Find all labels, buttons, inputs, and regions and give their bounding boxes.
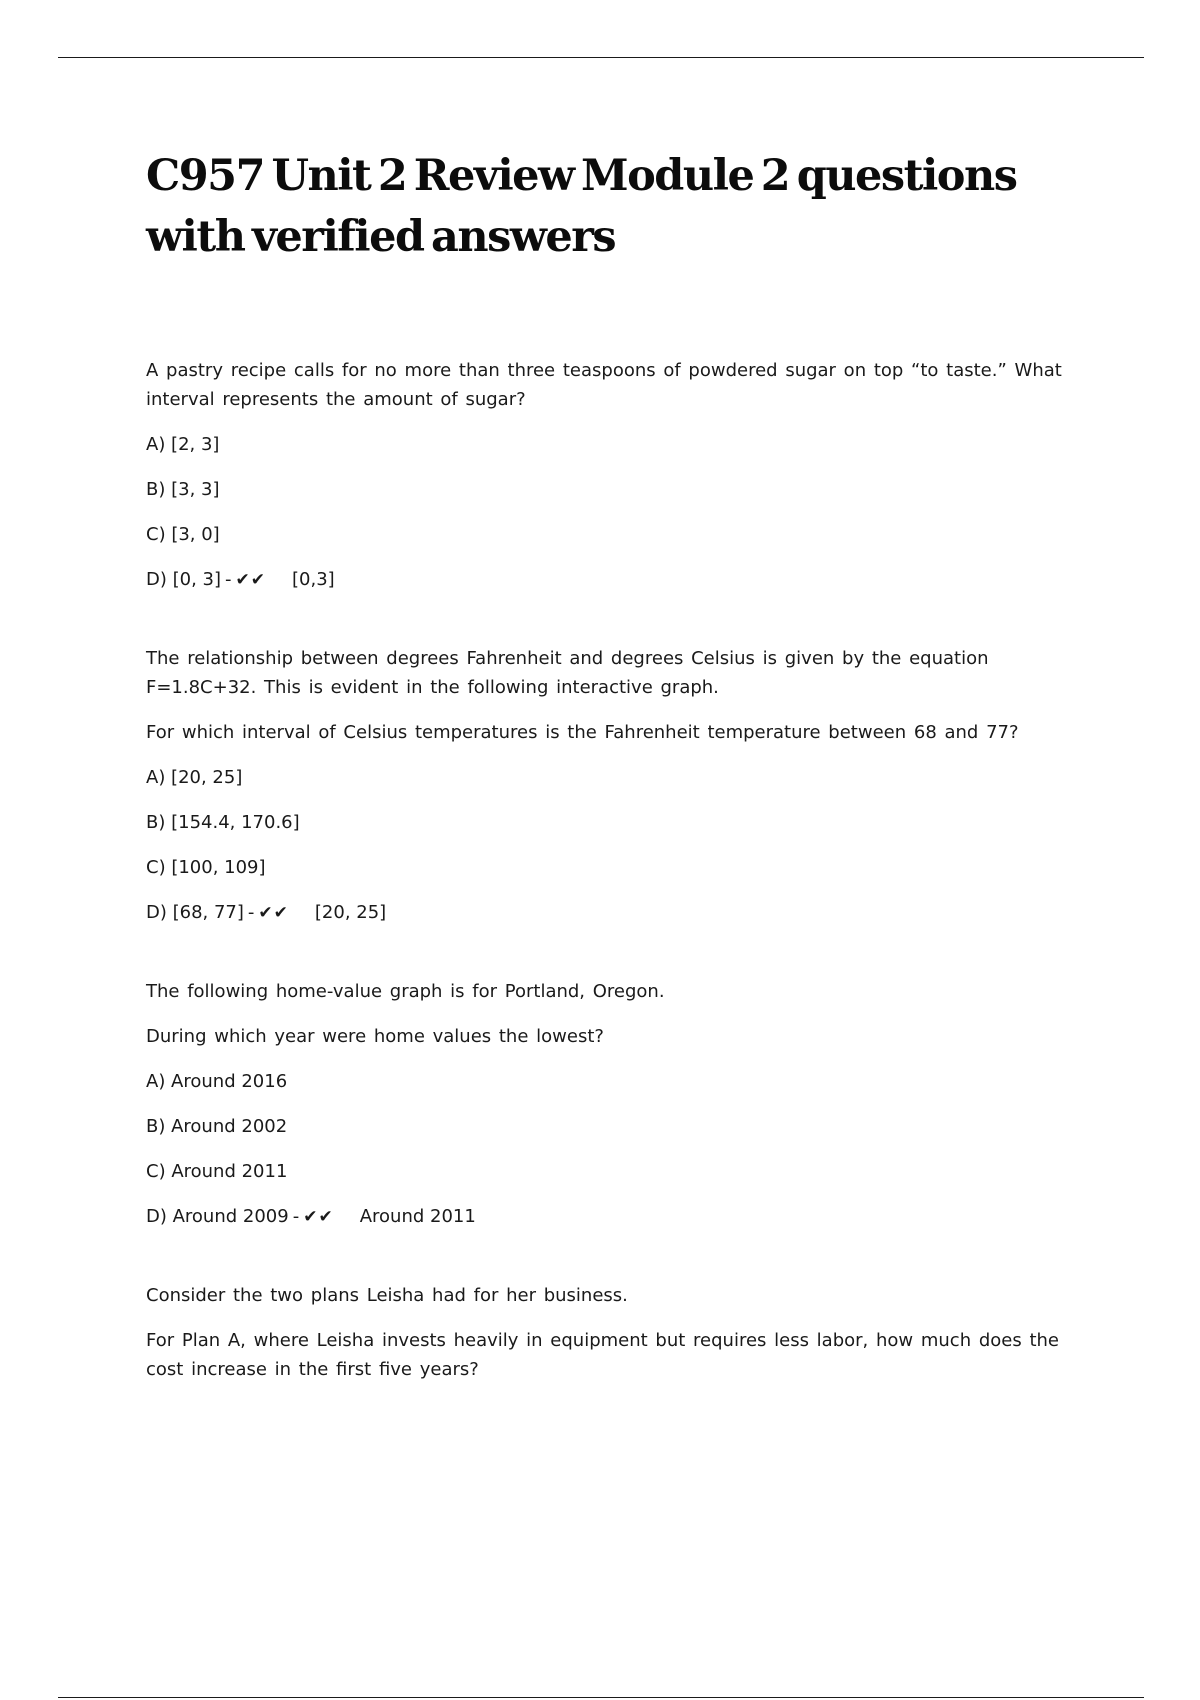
question-prompt: For Plan A, where Leisha invests heavily in equipment but requires less labor, how much does the cost increase in the first five years?	[146, 1330, 1059, 1380]
option-b: B) [154.4, 170.6]	[146, 812, 300, 833]
option-c: C) [100, 109]	[146, 857, 266, 878]
answer-separator: -	[247, 902, 255, 923]
question-3	[146, 977, 1091, 1232]
option-d-text: D) [68, 77]	[146, 902, 244, 923]
question-prompt: During which year were home values the lowest?	[146, 1026, 604, 1047]
verified-answer: [0,3]	[292, 569, 335, 590]
questions-list	[146, 356, 1091, 1433]
option-c: C) Around 2011	[146, 1161, 288, 1182]
verified-answer: Around 2011	[359, 1206, 476, 1227]
document-title: C957 Unit 2 Review Module 2 questions with verified answers	[146, 151, 1017, 262]
verified-answer: [20, 25]	[314, 902, 387, 923]
question-prompt: For which interval of Celsius temperatures is the Fahrenheit temperature between 68 and 77?	[146, 722, 1019, 743]
bottom-rule	[58, 1697, 1144, 1698]
option-c: C) [3, 0]	[146, 524, 220, 545]
option-b: B) Around 2002	[146, 1116, 288, 1137]
option-a: A) Around 2016	[146, 1071, 288, 1092]
option-d	[146, 565, 1091, 595]
question-2	[146, 644, 1091, 928]
option-d-text: D) Around 2009	[146, 1206, 289, 1227]
question-1	[146, 356, 1091, 595]
question-prompt: A pastry recipe calls for no more than three teaspoons of powdered sugar on top “to taste.” What interval represents the amount of sugar?	[146, 360, 1062, 410]
option-d	[146, 898, 1091, 928]
option-d	[146, 1202, 1091, 1232]
option-a: A) [2, 3]	[146, 434, 220, 455]
question-prompt: The following home-value graph is for Portland, Oregon.	[146, 981, 665, 1002]
question-4	[146, 1281, 1091, 1384]
question-prompt: The relationship between degrees Fahrenheit and degrees Celsius is given by the equation F=1.8C+32. This is evident in the following interactive graph.	[146, 648, 989, 698]
option-d-text: D) [0, 3]	[146, 569, 221, 590]
answer-separator: -	[292, 1206, 300, 1227]
top-rule	[58, 57, 1144, 58]
answer-separator: -	[225, 569, 232, 590]
option-a: A) [20, 25]	[146, 767, 243, 788]
checkmark-icon: ✔✔	[235, 570, 266, 590]
checkmark-icon: ✔✔	[258, 903, 289, 923]
checkmark-icon: ✔✔	[303, 1207, 334, 1227]
option-b: B) [3, 3]	[146, 479, 220, 500]
question-prompt: Consider the two plans Leisha had for her business.	[146, 1285, 628, 1306]
